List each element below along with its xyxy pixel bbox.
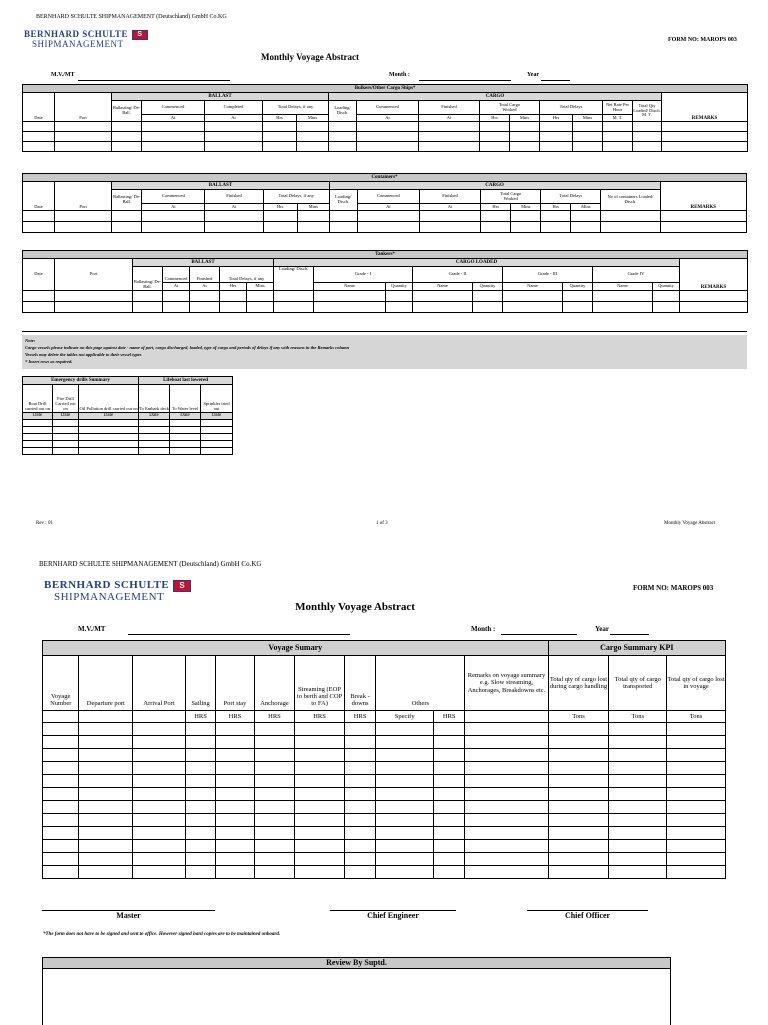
at-label: At xyxy=(205,204,263,211)
col-port: Port xyxy=(55,259,133,291)
table-row[interactable] xyxy=(43,801,726,814)
ballast-header: BALLAST xyxy=(112,182,330,190)
logo-line-2: SHIPMANAGEMENT xyxy=(54,591,165,603)
col-total-cargo: Total Cargo Worked xyxy=(480,101,540,115)
mv-label: M.V./MT xyxy=(51,72,75,78)
hrs-label: Hrs xyxy=(540,115,573,122)
col-loading: Loading/ Disch. xyxy=(274,267,314,291)
table-row[interactable] xyxy=(23,122,748,132)
cargo-loaded-header: CARGO LOADED xyxy=(274,259,680,267)
col-total-delays-cargo: Total Delays xyxy=(540,101,603,115)
at-label: At xyxy=(142,204,205,211)
col-breakdowns: Break - downs xyxy=(344,656,375,711)
voyage-summary-header: Voyage Sumary xyxy=(43,641,549,656)
col-sailing: Sailing xyxy=(185,656,215,711)
quantity-label: Quantity xyxy=(386,283,413,291)
table-row[interactable] xyxy=(43,749,726,762)
tons-label: Tons xyxy=(667,711,726,723)
logo-line-2: SHIPMANAGEMENT xyxy=(32,39,124,49)
year-label: Year xyxy=(595,625,609,633)
year-field[interactable] xyxy=(541,80,570,81)
mins-label: Mins xyxy=(510,115,540,122)
col-arrival-port: Arrival Port xyxy=(133,656,186,711)
review-header: Review By Suptd. xyxy=(43,958,670,969)
col-finished: Finished xyxy=(205,190,263,204)
table-row[interactable] xyxy=(43,788,726,801)
name-label: Name xyxy=(503,283,563,291)
table-row[interactable] xyxy=(43,762,726,775)
col-remarks: REMARKS xyxy=(660,182,747,211)
embark-deck: To Embark deck xyxy=(139,385,170,413)
month-label: Month : xyxy=(389,72,410,78)
table-row[interactable] xyxy=(23,434,233,441)
footnote: *The form does not have to be signed and sent to office. However signed hard copies are to be maintained onboard. xyxy=(43,932,281,937)
mv-label: M.V./MT xyxy=(78,625,106,633)
ballast-header: BALLAST xyxy=(112,93,329,101)
col-loading: Loading/ Disch. xyxy=(329,101,357,122)
company-name: BERNHARD SCHULTE SHIPMANAGEMENT (Deutschland) GmbH Co.KG xyxy=(36,14,227,20)
grade-1: Grade - I xyxy=(314,267,413,283)
logo-line-1: BERNHARD SCHULTE xyxy=(24,29,128,39)
table-row[interactable] xyxy=(23,448,233,455)
col-loading: Loading/ Disch. xyxy=(329,190,357,211)
specify-label: Specify xyxy=(376,711,434,723)
chief-engineer-signature[interactable]: Chief Engineer xyxy=(330,910,456,920)
at-label: At xyxy=(163,283,190,291)
tankers-title: Tankers* xyxy=(23,251,748,259)
table-row[interactable] xyxy=(43,723,726,736)
col-ballasting: Ballasting/ De-Ball. xyxy=(112,101,142,122)
footer-revision: Rev : 01 xyxy=(36,521,53,526)
col-streaming: Streaming (EOP to berth and COP to FA) xyxy=(295,656,345,711)
col-remarks: REMARKS xyxy=(680,259,748,291)
containers-table xyxy=(22,173,747,233)
table-row[interactable] xyxy=(43,866,726,879)
name-label: Name xyxy=(413,283,473,291)
col-ballasting: Ballasting/ De-Ball. xyxy=(133,267,163,291)
boat-drill: Boat Drill carried out on xyxy=(23,385,53,413)
mv-field[interactable] xyxy=(78,80,230,81)
footer-page-number: 1 of 3 xyxy=(376,521,388,526)
review-box[interactable] xyxy=(42,957,671,1025)
ballast-header: BALLAST xyxy=(133,259,274,267)
col-port-stay: Port stay xyxy=(216,656,255,711)
date-label: Date xyxy=(139,413,170,420)
name-label: Name xyxy=(593,283,653,291)
hrs-label: Hrs xyxy=(480,115,510,122)
mins-label: Mins xyxy=(297,115,329,122)
col-remarks: Remarks on voyage summary e.g. Slow streaming, Anchorages, Breakdowns etc. xyxy=(465,656,548,711)
hrs-label: Hrs xyxy=(481,204,511,211)
col-total-qty: Total Qty Loaded/ Disch. M. T. xyxy=(633,101,662,122)
flag-icon: S xyxy=(173,580,191,592)
table-row[interactable] xyxy=(43,775,726,788)
hrs-label: HRS xyxy=(185,711,215,723)
table-row[interactable] xyxy=(23,427,233,434)
chief-officer-signature[interactable]: Chief Officer xyxy=(527,910,648,920)
table-row[interactable] xyxy=(43,736,726,749)
note-line: Vessels may delete the tables not applicable to their vessel types xyxy=(25,352,142,357)
col-commenced-cargo: Commenced xyxy=(357,190,419,204)
at-label: At xyxy=(142,115,205,122)
col-total-cargo: Total Cargo Worked xyxy=(481,190,541,204)
mins-label: Mins xyxy=(247,283,274,291)
col-finished: Finished xyxy=(419,101,480,115)
oil-drill: Oil Pollution drill carried out on xyxy=(79,385,139,413)
table-row[interactable] xyxy=(23,211,747,222)
tons-label: Tons xyxy=(609,711,667,723)
col-finished-cargo: Finished xyxy=(419,190,480,204)
drills-table xyxy=(22,376,233,455)
company-name: BERNHARD SCHULTE SHIPMANAGEMENT (Deutschland) GmbH Co.KG xyxy=(39,560,262,568)
col-total-delays-cargo: Total Delays xyxy=(541,190,601,204)
month-field[interactable] xyxy=(419,80,511,81)
year-field[interactable] xyxy=(610,634,649,635)
at-label: At xyxy=(357,115,419,122)
page-title: Monthly Voyage Abstract xyxy=(295,601,415,613)
at-label: At xyxy=(205,115,263,122)
company-logo xyxy=(24,30,148,49)
month-label: Month : xyxy=(471,625,496,633)
col-net-rate: Net Rate Per Hour xyxy=(603,101,633,115)
col-lost-handling: Total qty of cargo lost during cargo handling xyxy=(548,656,609,711)
mins-label: Mins xyxy=(571,204,601,211)
col-voyage-number: Voyage Number xyxy=(43,656,79,711)
company-logo xyxy=(44,580,191,603)
col-commenced: Commenced xyxy=(142,101,205,115)
date-label: Date xyxy=(201,413,233,420)
mv-field[interactable] xyxy=(128,634,350,635)
col-commenced: Commenced xyxy=(163,267,190,283)
voyage-summary-table xyxy=(42,640,726,879)
grade-3: Grade - III xyxy=(503,267,593,283)
col-anchorage: Anchorage xyxy=(254,656,295,711)
flag-icon: S xyxy=(132,30,148,40)
mt-label: M. T. xyxy=(603,115,633,122)
emergency-drills-header: Emergency drills Summary xyxy=(23,377,139,385)
col-total-delays: Total Delays, if any xyxy=(263,101,329,115)
table-row[interactable] xyxy=(23,302,748,313)
fire-drill: Fire Drill Carried out on xyxy=(53,385,79,413)
hrs-label: HRS xyxy=(216,711,255,723)
cargo-header: CARGO xyxy=(329,93,662,101)
col-completed: Completed xyxy=(205,101,263,115)
name-label: Name xyxy=(314,283,386,291)
hrs-label: Hrs xyxy=(220,283,247,291)
at-label: At xyxy=(419,204,480,211)
col-total-delays: Total Delays, if any xyxy=(263,190,329,204)
cargo-kpi-header: Cargo Summary KPI xyxy=(548,641,725,656)
date-label: Date xyxy=(79,413,139,420)
mins-label: Mins xyxy=(511,204,541,211)
master-signature[interactable]: Master xyxy=(42,910,215,920)
col-others: Others xyxy=(376,656,465,711)
month-field[interactable] xyxy=(501,634,577,635)
table-row[interactable] xyxy=(23,441,233,448)
page-title: Monthly Voyage Abstract xyxy=(260,52,359,62)
col-containers: No of containers Loaded/ Disch. xyxy=(601,190,660,211)
tons-label: Tons xyxy=(548,711,609,723)
logo-line-1: BERNHARD SCHULTE xyxy=(44,579,170,591)
quantity-label: Quantity xyxy=(563,283,593,291)
hrs-label: Hrs xyxy=(541,204,571,211)
footer-title: Monthly Voyage Abstract xyxy=(664,521,716,526)
col-ballasting: Ballasting/ De-Ball. xyxy=(112,190,142,211)
table-row[interactable] xyxy=(43,853,726,866)
grade-2: Grade - II xyxy=(413,267,503,283)
col-departure-port: Departure port xyxy=(79,656,133,711)
table-row[interactable] xyxy=(43,827,726,840)
year-label: Year xyxy=(527,72,539,78)
col-transported: Total qty of cargo transported xyxy=(609,656,667,711)
table-row[interactable] xyxy=(43,840,726,853)
tankers-table xyxy=(22,250,748,313)
at-label: At xyxy=(419,115,480,122)
table-row[interactable] xyxy=(23,132,748,142)
note-line: Cargo vessels please indicate on this page against date - name of port, cargo discharged, loaded, type of cargo and periods of delays if any with reasons in the Remarks column xyxy=(25,345,350,350)
table-row[interactable] xyxy=(23,222,747,233)
col-port: Port xyxy=(55,182,112,211)
at-label: At xyxy=(357,204,419,211)
col-port: Port xyxy=(55,93,112,122)
hrs-label: HRS xyxy=(344,711,375,723)
mins-label: Mins xyxy=(297,204,329,211)
cargo-header: CARGO xyxy=(329,182,660,190)
sprinkler: Sprinkler tried out xyxy=(201,385,233,413)
col-lost-voyage: Total qty of cargo lost in voyage xyxy=(667,656,726,711)
bulkers-title: Bulkers/Other Cargo Ships* xyxy=(23,85,748,93)
form-number: FORM NO: MAROPS 003 xyxy=(633,584,714,592)
table-row[interactable] xyxy=(23,291,748,302)
lifeboat-header: Lifeboat last lowered xyxy=(139,377,233,385)
quantity-label: Quantity xyxy=(473,283,503,291)
date-label: Date xyxy=(170,413,201,420)
hrs-label: HRS xyxy=(295,711,345,723)
table-row[interactable] xyxy=(23,420,233,427)
grade-4: Grade IV xyxy=(593,267,680,283)
water-level: To Water level xyxy=(170,385,201,413)
note-line: * Insert rows as required. xyxy=(25,359,73,364)
col-date: Date xyxy=(23,259,55,291)
col-date: Date xyxy=(23,182,55,211)
quantity-label: Quantity xyxy=(653,283,680,291)
hrs-label: HRS xyxy=(434,711,465,723)
at-label: At xyxy=(190,283,220,291)
note-title: Note: xyxy=(25,338,36,343)
hrs-label: HRS xyxy=(254,711,295,723)
date-label: Date xyxy=(53,413,79,420)
table-row[interactable] xyxy=(43,814,726,827)
col-date: Date xyxy=(23,93,55,122)
table-row[interactable] xyxy=(23,142,748,152)
bulkers-table xyxy=(22,84,748,152)
col-commenced-cargo: Commenced xyxy=(357,101,419,115)
note-box xyxy=(22,335,747,369)
hrs-label: Hrs xyxy=(263,115,297,122)
containers-title: Containers* xyxy=(23,174,747,182)
col-total-delays: Total Delays, if any xyxy=(220,267,274,283)
form-number: FORM NO: MAROPS 003 xyxy=(668,37,737,43)
col-commenced: Commenced xyxy=(142,190,205,204)
col-remarks: REMARKS xyxy=(662,93,748,122)
date-label: Date xyxy=(23,413,53,420)
col-finished: Finished xyxy=(190,267,220,283)
hrs-label: Hrs xyxy=(263,204,297,211)
mins-label: Mins xyxy=(573,115,603,122)
